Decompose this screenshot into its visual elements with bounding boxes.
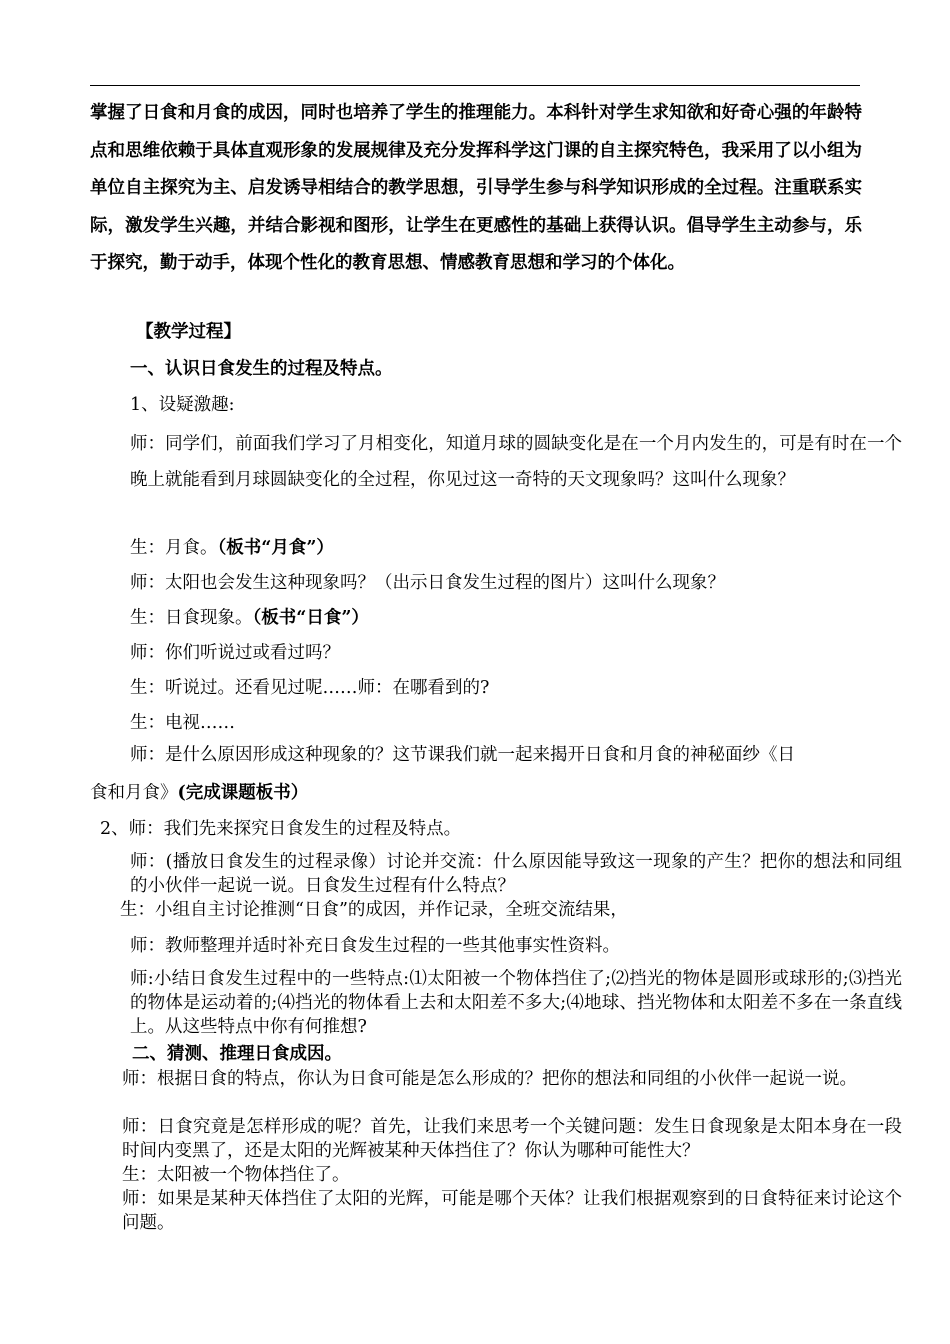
board-note-title: (完成课题板书） [177, 783, 309, 803]
teacher-line-2: 师：太阳也会发生这种现象吗？（出示日食发生过程的图片）这叫什么现象？ [130, 573, 725, 593]
student-line-6: 生：太阳被一个物体挡住了。 [122, 1165, 350, 1185]
student-line-1-text: 生：月食。 [130, 538, 218, 558]
step2-label: 2、师：我们先来探究日食发生的过程及特点。 [100, 819, 462, 839]
student-line-3: 生：听说过。还看见过呢……师：在哪看到的? [130, 678, 490, 698]
part1-heading: 一、认识日食发生的过程及特点。 [130, 359, 393, 379]
intro-paragraph: 掌握了日食和月食的成因，同时也培养了学生的推理能力。本科针对学生求知欲和好奇心强的年龄特点和思维依赖于具体直观形象的发展规律及充分发挥科学这门课的自主探究特色，我采用了以小组为单位自主探究为主、启发诱导相结合的教学思想，引导学生参与科学知识形成的全过程。注重联系实际，激发学生兴趣，并结合影视和图形，让学生在更感性的基础上获得认识。倡导学生主动参与，乐于探究，勤于动手，体现个性化的教育思想、情感教育思想和学习的个体化。 [90, 103, 862, 273]
student-line-4: 生：电视…… [130, 713, 235, 733]
teacher-line-4-part1: 师：是什么原因形成这种现象的？这节课我们就一起来揭开日食和月食的神秘面纱《日 [130, 745, 795, 765]
board-note-rishi: （板书“日食”） [252, 608, 369, 628]
board-note-yueshi: （板书“月食”） [217, 538, 334, 558]
part2-heading: 二、猜测、推理日食成因。 [132, 1044, 342, 1064]
lesson-title: 食和月食》 [90, 783, 178, 803]
student-line-2 [90, 604, 902, 629]
student-line-1 [90, 534, 902, 559]
teacher-line-1: 师：同学们，前面我们学习了月相变化，知道月球的圆缺变化是在一个月内发生的，可是有时在一个晚上就能看到月球圆缺变化的全过程，你见过这一奇特的天文现象吗？这叫什么现象？ [130, 434, 902, 490]
teacher-line-6: 师：教师整理并适时补充日食发生过程的一些其他事实性资料。 [130, 936, 620, 956]
teacher-line-10: 师：如果是某种天体挡住了太阳的光辉，可能是哪个天体？让我们根据观察到的日食特征来讨论这个问题。 [122, 1189, 902, 1233]
teacher-line-7: 师:小结日食发生过程中的一些特点:⑴太阳被一个物体挡住了;⑵挡光的物体是圆形或球形的;⑶挡光的物体是运动着的;⑷挡光的物体看上去和太阳差不多大;⑷地球、挡光物体和太阳差不多在一条直线上。从这些特点中你有何推想? [130, 969, 902, 1037]
teacher-line-8: 师：根据日食的特点，你认为日食可能是怎么形成的？把你的想法和同组的小伙伴一起说一说。 [122, 1069, 857, 1089]
teacher-line-5: 师：(播放日食发生的过程录像）讨论并交流：什么原因能导致这一现象的产生？把你的想法和同组的小伙伴一起说一说。日食发生过程有什么特点？ [130, 852, 902, 896]
header-rule [90, 85, 860, 86]
student-line-2-text: 生：日食现象。 [130, 608, 253, 628]
step1-label: 1、设疑激趣: [130, 395, 235, 415]
teacher-line-3: 师：你们听说过或看过吗？ [130, 643, 340, 663]
student-line-5: 生：小组自主讨论推测“日食”的成因，并作记录，全班交流结果， [120, 900, 628, 920]
teacher-line-9: 师：日食究竟是怎样形成的呢？首先，让我们来思考一个关键问题：发生日食现象是太阳本身在一段时间内变黑了，还是太阳的光辉被某种天体挡住了？你认为哪种可能性大？ [122, 1117, 902, 1161]
teacher-line-4-part2 [90, 779, 862, 804]
section-heading: 【教学过程】 [136, 322, 241, 342]
